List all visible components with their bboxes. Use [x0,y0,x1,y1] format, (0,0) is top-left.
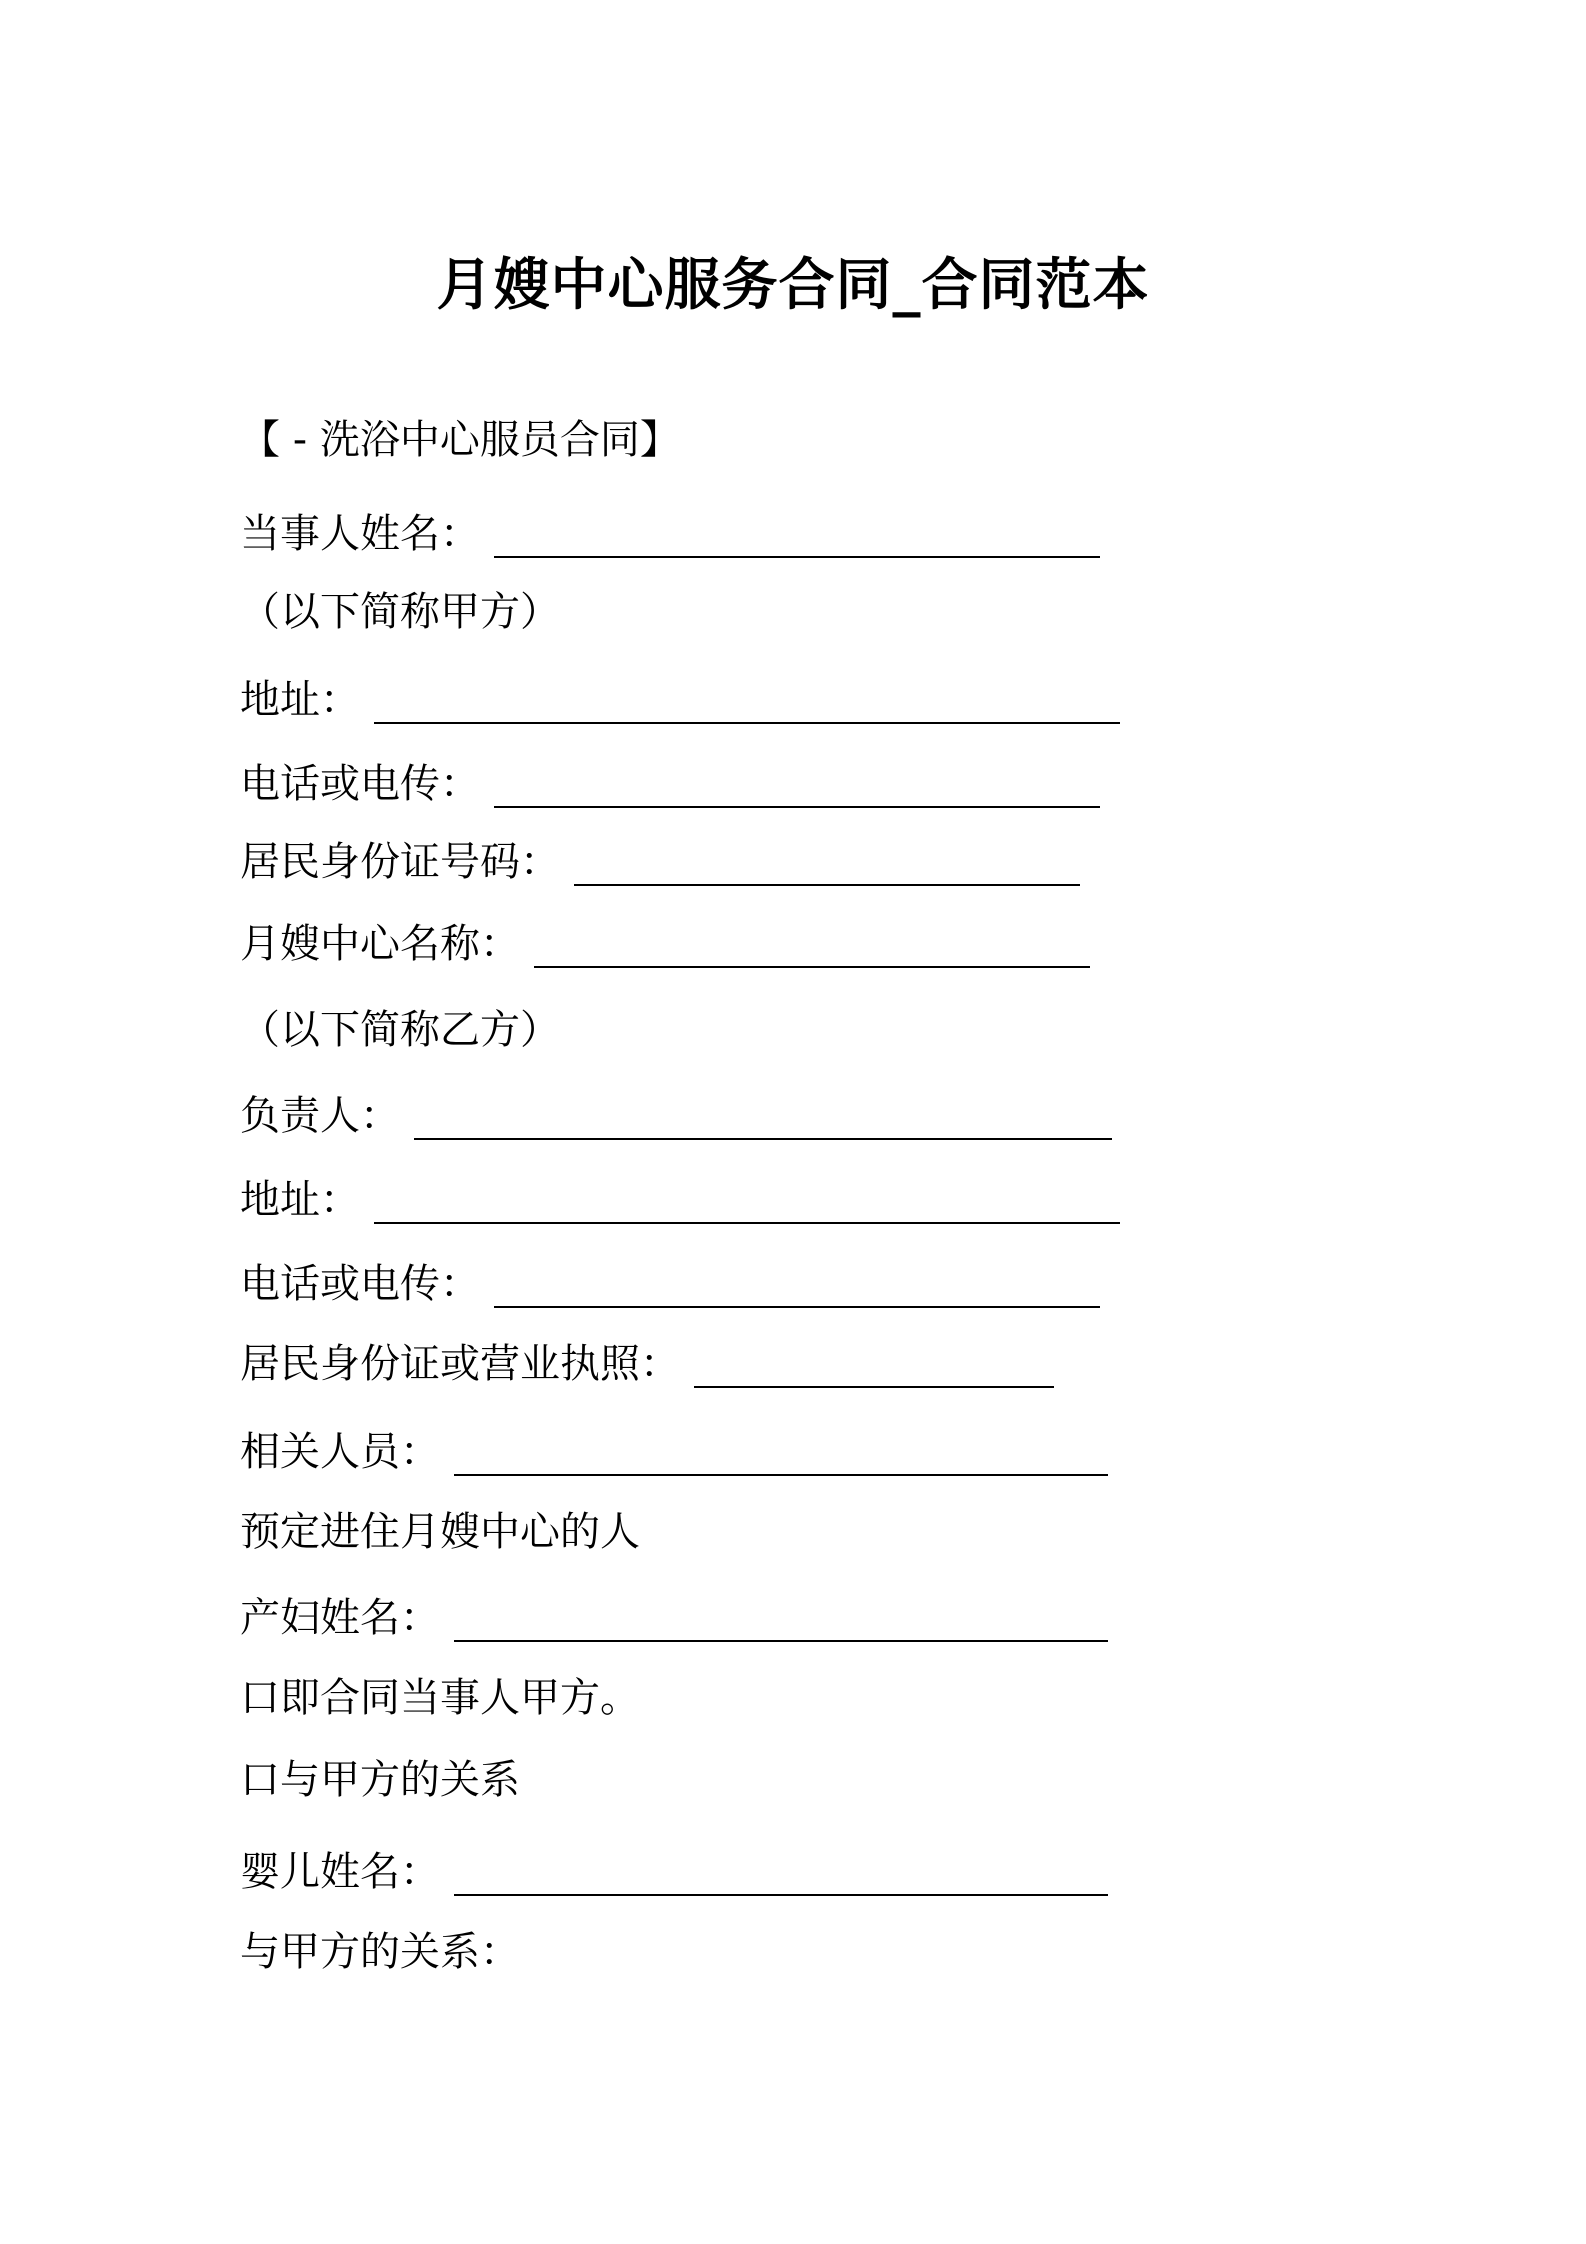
party-b-phone-row [240,1256,1100,1312]
party-b-address-row [240,1172,1120,1228]
id-or-license-blank[interactable] [694,1346,1054,1388]
party-a-phone-label: 电话或电传： [240,761,480,807]
party-a-abbr-row [240,584,560,640]
party-b-address-label: 地址： [240,1177,360,1223]
person-in-charge-blank[interactable] [414,1098,1112,1140]
id-or-license-label: 居民身份证或营业执照： [240,1341,680,1387]
party-b-address-blank[interactable] [374,1182,1120,1224]
id-or-license-row [240,1336,1054,1392]
mother-name-label: 产妇姓名： [240,1595,440,1641]
party-b-abbr-text: （以下简称乙方） [240,1007,560,1053]
center-name-blank[interactable] [534,926,1090,968]
center-name-row [240,916,1090,972]
relation-to-a-label: 与甲方的关系： [240,1929,520,1975]
party-a-name-row [240,506,1100,562]
baby-name-row [240,1844,1108,1900]
option-relation-text[interactable]: 口与甲方的关系 [240,1757,520,1803]
baby-name-label: 婴儿姓名： [240,1849,440,1895]
reserved-resident-row [240,1504,640,1560]
subtitle-text: 【 - 洗浴中心服员合同】 [240,417,680,463]
document-title: 月嫂中心服务合同_合同范本 [436,253,1150,318]
party-b-phone-label: 电话或电传： [240,1261,480,1307]
person-in-charge-label: 负责人： [240,1093,400,1139]
party-a-address-label: 地址： [240,677,360,723]
party-a-name-blank[interactable] [494,516,1100,558]
related-persons-label: 相关人员： [240,1429,440,1475]
option-relation-row [240,1752,520,1808]
document-subtitle [240,412,680,468]
party-b-phone-blank[interactable] [494,1266,1100,1308]
related-persons-blank[interactable] [454,1434,1108,1476]
person-in-charge-row [240,1088,1112,1144]
option-party-a-row [240,1670,640,1726]
party-a-address-blank[interactable] [374,682,1120,724]
center-name-label: 月嫂中心名称： [240,921,520,967]
party-a-address-row [240,672,1120,728]
party-a-phone-row [240,756,1100,812]
related-persons-row [240,1424,1108,1480]
relation-to-a-row [240,1924,520,1980]
id-number-label: 居民身份证号码： [240,839,560,885]
reserved-resident-text: 预定进住月嫂中心的人 [240,1509,640,1555]
party-a-name-label: 当事人姓名： [240,511,480,557]
party-a-phone-blank[interactable] [494,766,1100,808]
mother-name-blank[interactable] [454,1600,1108,1642]
id-number-blank[interactable] [574,844,1080,886]
option-party-a-text[interactable]: 口即合同当事人甲方。 [240,1675,640,1721]
mother-name-row [240,1590,1108,1646]
party-a-abbr-text: （以下简称甲方） [240,589,560,635]
id-number-row [240,834,1080,890]
baby-name-blank[interactable] [454,1854,1108,1896]
party-b-abbr-row [240,1002,560,1058]
